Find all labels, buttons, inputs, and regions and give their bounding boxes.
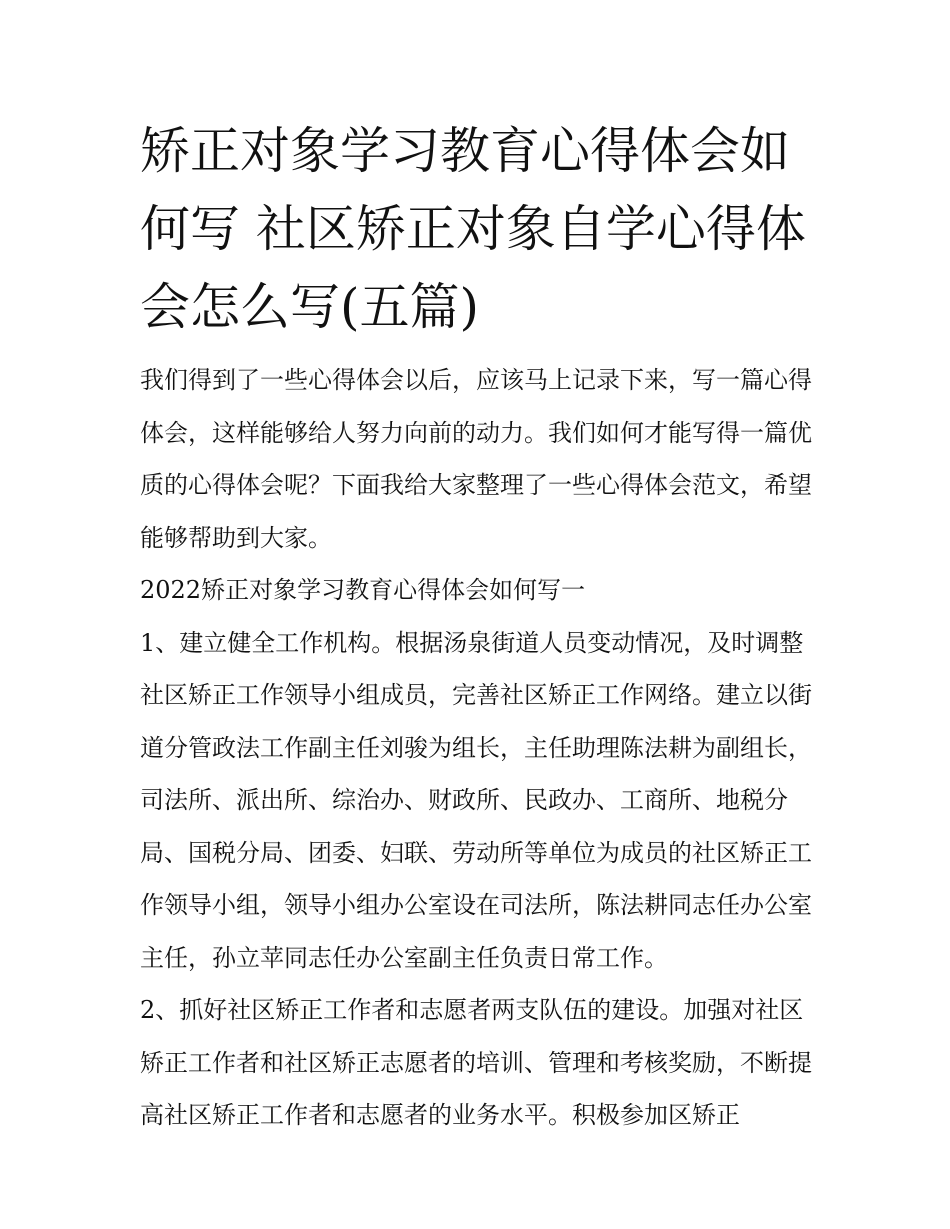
body-paragraph-1: 1、建立健全工作机构。根据汤泉街道人员变动情况，及时调整社区矫正工作领导小组成员，完善社区矫正工作网络。建立以街道分管政法工作副主任刘骏为组长，主任助理陈法耕为副组长，司法所、派出所、综治办、财政所、民政办、工商所、地税分局、国税分局、团委、妇联、劳动所等单位为成员的社区矫正工作领导小组，领导小组办公室设在司法所，陈法耕同志任办公室主任，孙立苹同志任办公室副主任负责日常工作。: [140, 628, 812, 972]
intro-paragraph: 我们得到了一些心得体会以后，应该马上记录下来，写一篇心得体会，这样能够给人努力向前的动力。我们如何才能写得一篇优质的心得体会呢？下面我给大家整理了一些心得体会范文，希望能够帮助到大家。: [140, 366, 812, 552]
document-body: [140, 354, 820, 1142]
document-title: 矫正对象学习教育心得体会如何写 社区矫正对象自学心得体会怎么写(五篇): [140, 122, 806, 336]
body-paragraph-2: 2、抓好社区矫正工作者和志愿者两支队伍的建设。加强对社区矫正工作者和社区矫正志愿者的培训、管理和考核奖励，不断提高社区矫正工作者和志愿者的业务水平。积极参加区矫正: [140, 996, 812, 1129]
section-heading: 2022矫正对象学习教育心得体会如何写一: [140, 576, 586, 604]
